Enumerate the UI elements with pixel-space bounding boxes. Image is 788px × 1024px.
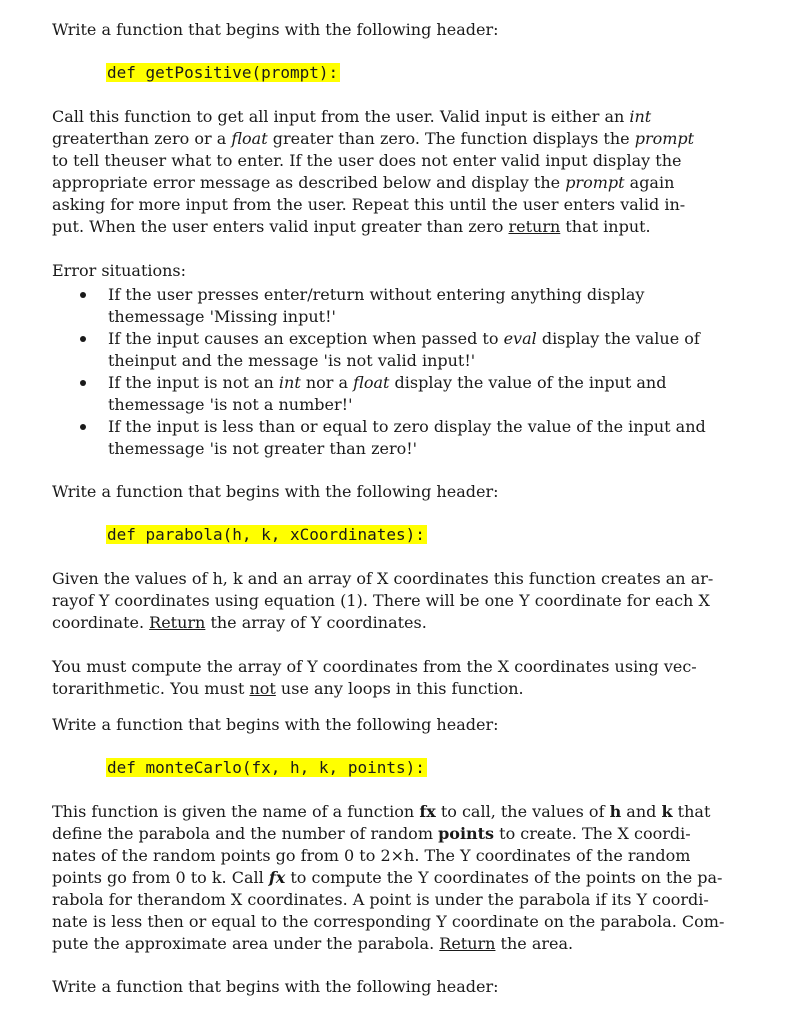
- error-situations-list: [52, 284, 706, 460]
- bullet-icon: [80, 292, 86, 298]
- get-positive-description: Call this function to get all input from the user. Valid input is either an int greaterthan zero or a float greater than zero. The function displays the prompt to tell theuser what to enter. If the user does not enter valid input display the appropriate error message as described below and display the prompt again asking for more input from the user. Repeat this until the user enters valid in- put. When the user enters valid input greater than zero return that input.: [52, 107, 695, 236]
- code-text: def monteCarlo(fx, h, k, points):: [107, 758, 425, 777]
- bullet-icon: [80, 380, 86, 386]
- code-header-parabola: [106, 523, 427, 547]
- code-text: def parabola(h, k, xCoordinates):: [107, 525, 425, 544]
- intro-parabola: Write a function that begins with the following header:: [52, 482, 499, 501]
- intro-monte-carlo: Write a function that begins with the following header:: [52, 715, 499, 734]
- code-text: def getPositive(prompt):: [107, 63, 339, 82]
- monte-carlo-description: This function is given the name of a function fx to call, the values of h and k that define the parabola and the number of random points to create. The X coordi- nates of the random points go from 0 to 2×h. The Y coordinates of the random points go from 0 to k. Call fx to compute the Y coordinates of the points on the pa- rabola for therandom X coordinates. A point is under the parabola if its Y coordi- nate is less then or equal to the corresponding Y coordinate on the parabola. Com- pute the approximate area under the parabola. Return the area.: [52, 802, 725, 953]
- bullet-icon: [80, 424, 86, 430]
- code-header-monte-carlo: [106, 756, 427, 780]
- list-item: If the input is less than or equal to zero display the value of the input and themessage 'is not greater than zero!': [52, 416, 706, 460]
- error-situations-heading: Error situations:: [52, 261, 187, 280]
- bullet-icon: [80, 336, 86, 342]
- list-item: If the input causes an exception when passed to eval display the value of theinput and the message 'is not valid input!': [52, 328, 706, 372]
- list-item: If the input is not an int nor a float display the value of the input and themessage 'is not a number!': [52, 372, 706, 416]
- code-header-get-positive: [106, 61, 340, 85]
- parabola-description: Given the values of h, k and an array of X coordinates this function creates an ar- rayof Y coordinates using equation (1). There will be one Y coordinate for each X coordinate. Return the array of Y coordinates.: [52, 569, 714, 632]
- intro-next-function: Write a function that begins with the following header:: [52, 977, 499, 996]
- list-item: If the user presses enter/return without entering anything display themessage 'Missing input!': [52, 284, 706, 328]
- vector-arithmetic-note: You must compute the array of Y coordinates from the X coordinates using vec- torarithmetic. You must not use any loops in this function.: [52, 657, 697, 698]
- intro-get-positive: Write a function that begins with the following header:: [52, 20, 499, 39]
